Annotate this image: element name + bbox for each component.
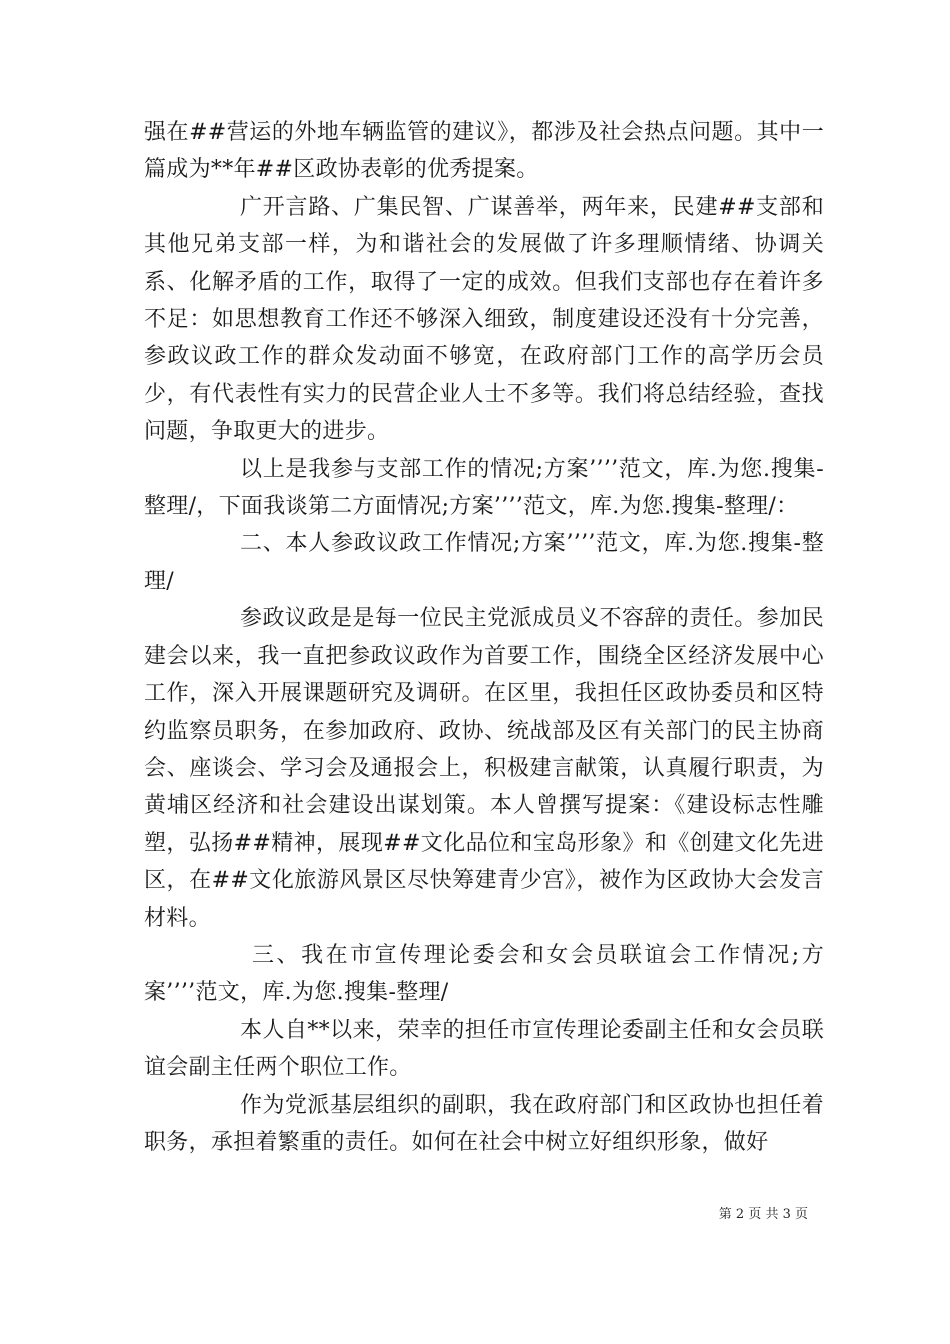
paragraph-branch-work: 广开言路、广集民智、广谋善举，两年来，民建##支部和其他兄弟支部一样，为和谐社会的发展做了许多理顺情绪、协调关系、化解矛盾的工作，取得了一定的成效。但我们支部也存在着许多不足：如思想教育工作还不够深入细致，制度建设还没有十分完善，参政议政工作的群众发动面不够宽，在政府部门工作的高学历会员少，有代表性有实力的民营企业人士不多等。我们将总结经验，查找问题，争取更大的进步。 bbox=[144, 194, 824, 445]
section-heading-two: 二、本人参政议政工作情况;方案’’’’范文，库.为您.搜集-整理/ bbox=[144, 531, 824, 594]
paragraph-continuation: 强在##营运的外地车辆监管的建议》，都涉及社会热点问题。其中一篇成为**年##区政协表彰的优秀提案。 bbox=[144, 120, 824, 183]
paragraph-positions: 本人自**以来，荣幸的担任市宣传理论委副主任和女会员联谊会副主任两个职位工作。 bbox=[144, 1017, 824, 1081]
paragraph-responsibility: 作为党派基层组织的副职，我在政府部门和区政协也担任着职务，承担着繁重的责任。如何在社会中树立好组织形象，做好 bbox=[144, 1092, 824, 1155]
section-heading-three: 三、我在市宣传理论委会和女会员联谊会工作情况;方案’’’’范文，库.为您.搜集-整理/ bbox=[144, 942, 824, 1006]
paragraph-transition: 以上是我参与支部工作的情况;方案’’’’范文，库.为您.搜集-整理/，下面我谈第二方面情况;方案’’’’范文，库.为您.搜集-整理/： bbox=[144, 456, 824, 520]
document-body bbox=[144, 114, 824, 1161]
page-number: 第 2 页 共 3 页 bbox=[718, 1207, 808, 1222]
paragraph-participation: 参政议政是是每一位民主党派成员义不容辞的责任。参加民建会以来，我一直把参政议政作为首要工作，围绕全区经济发展中心工作，深入开展课题研究及调研。在区里，我担任区政协委员和区特约监察员职务，在参加政府、政协、统战部及区有关部门的民主协商会、座谈会、学习会及通报会上，积极建言献策，认真履行职责，为黄埔区经济和社会建设出谋划策。本人曾撰写提案：《建设标志性雕塑，弘扬##精神，展现##文化品位和宝岛形象》和《创建文化先进区，在##文化旅游风景区尽快筹建青少宫》，被作为区政协大会发言材料。 bbox=[144, 606, 824, 931]
